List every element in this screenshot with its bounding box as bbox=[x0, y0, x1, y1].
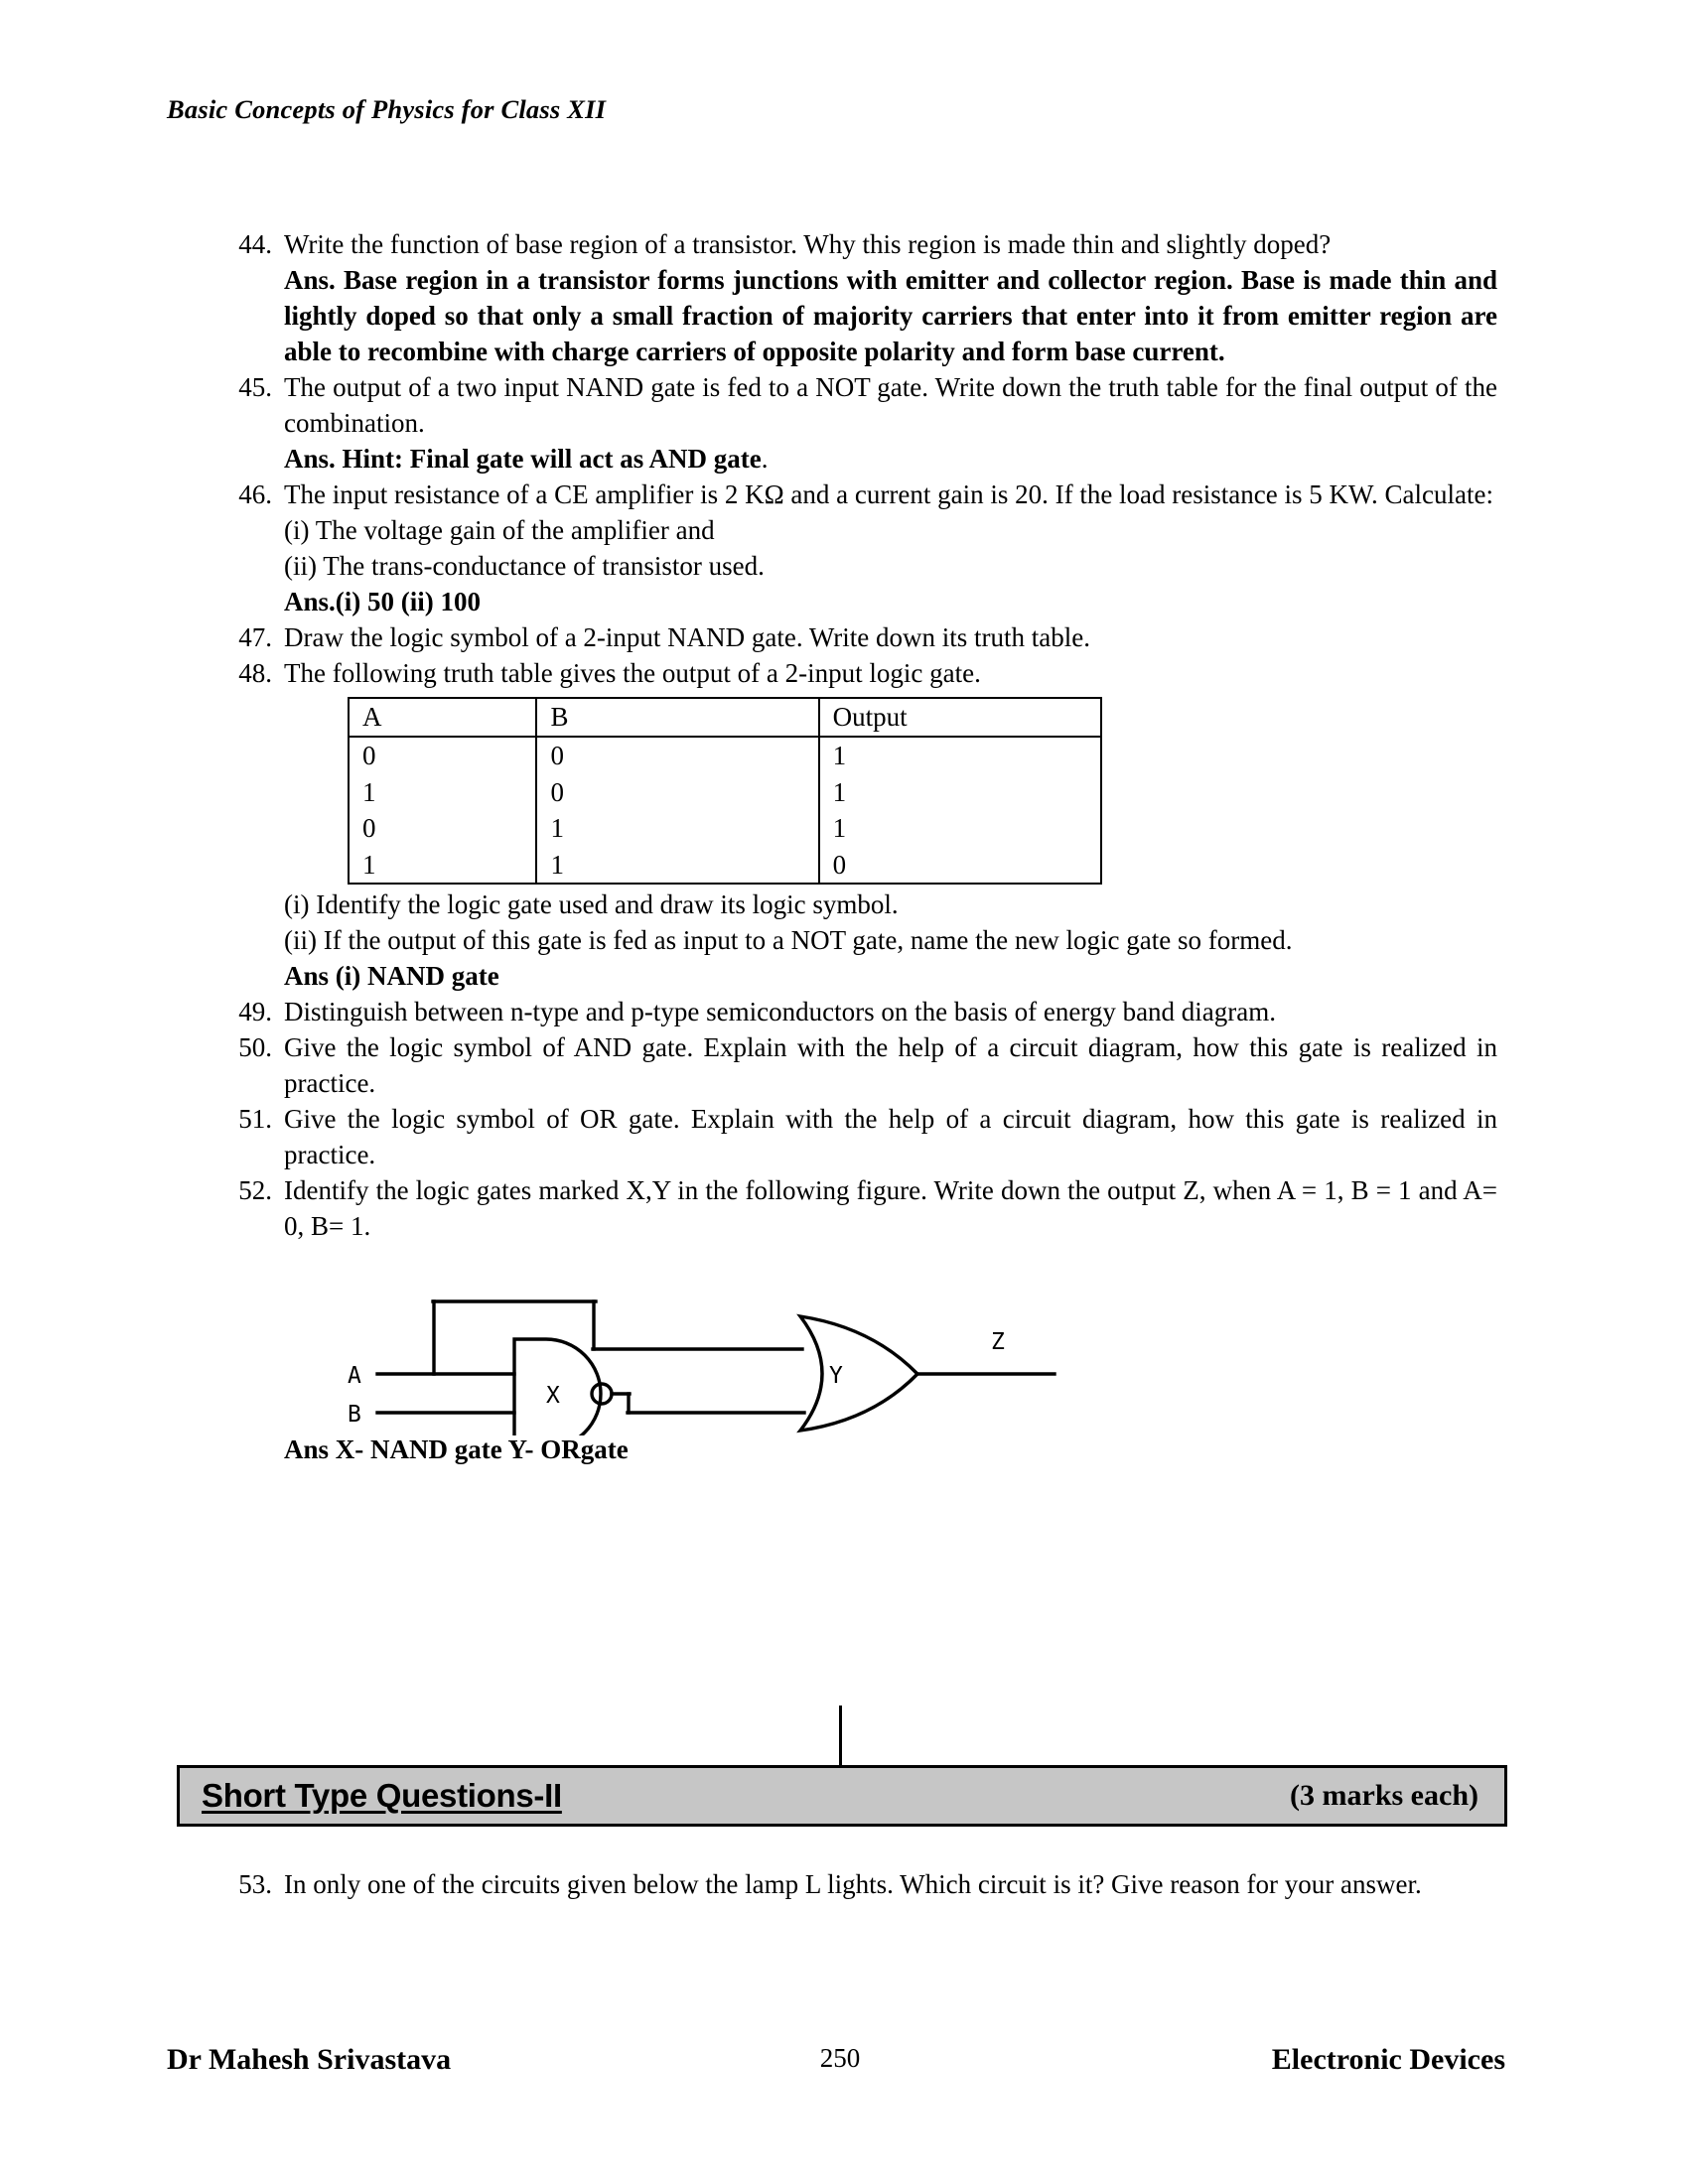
question-number-45: 45. bbox=[238, 372, 272, 403]
cell-a: 1 bbox=[349, 847, 536, 885]
truth-table-header-a: A bbox=[349, 698, 536, 737]
answer-52: Ans X- NAND gate Y- ORgate bbox=[284, 1434, 629, 1465]
question-text-50: Give the logic symbol of AND gate. Explain with the help of a circuit diagram, how this gate is realized in practice. bbox=[284, 1032, 1497, 1099]
answer-48: Ans (i) NAND gate bbox=[284, 961, 499, 992]
question-item-53 bbox=[216, 1866, 1497, 1902]
question-number-47: 47. bbox=[238, 622, 272, 653]
question-text-47: Draw the logic symbol of a 2-input NAND gate. Write down its truth table. bbox=[284, 622, 1091, 653]
running-header: Basic Concepts of Physics for Class XII bbox=[167, 94, 607, 124]
page-footer bbox=[167, 2043, 1513, 2077]
cell-a: 0 bbox=[349, 737, 536, 774]
table-row bbox=[349, 737, 1101, 774]
question-item-50 bbox=[216, 1029, 1497, 1101]
question-text-51: Give the logic symbol of OR gate. Explain with the help of a circuit diagram, how this gate is realized in practice. bbox=[284, 1104, 1497, 1170]
table-row bbox=[349, 847, 1101, 885]
cell-output: 0 bbox=[819, 847, 1101, 885]
question-text-52: Identify the logic gates marked X,Y in the following figure. Write down the output Z, when A = 1, B = 1 and A= 0, B= 1. bbox=[284, 1175, 1497, 1242]
question-46-sub-ii: (ii) The trans-conductance of transistor used. bbox=[284, 551, 765, 582]
question-item-44 bbox=[216, 226, 1497, 262]
cell-b: 0 bbox=[536, 737, 818, 774]
or-gate-body bbox=[800, 1316, 917, 1431]
figure-label-a: A bbox=[348, 1363, 361, 1390]
logic-circuit-svg bbox=[336, 1262, 1090, 1435]
table-row bbox=[349, 810, 1101, 847]
cell-output: 1 bbox=[819, 810, 1101, 847]
footer-topic: Electronic Devices bbox=[1271, 2043, 1505, 2076]
truth-table-wrapper bbox=[348, 697, 1497, 885]
footer-page-number: 250 bbox=[819, 2043, 861, 2073]
answer-45-period: . bbox=[761, 444, 769, 475]
cell-a: 0 bbox=[349, 810, 536, 847]
figure-label-b: B bbox=[348, 1402, 361, 1429]
cell-output: 1 bbox=[819, 774, 1101, 811]
question-number-52: 52. bbox=[238, 1175, 272, 1206]
banner-connector-rule bbox=[839, 1706, 842, 1768]
question-48-sub-ii: (ii) If the output of this gate is fed as input to a NOT gate, name the new logic gate so formed. bbox=[284, 925, 1293, 956]
question-text-45: The output of a two input NAND gate is fed to a NOT gate. Write down the truth table for the final output of the combination. bbox=[284, 372, 1497, 439]
figure-label-z: Z bbox=[991, 1329, 1005, 1356]
cell-output: 1 bbox=[819, 737, 1101, 774]
question-item-46 bbox=[216, 477, 1497, 512]
question-46-sub-i: (i) The voltage gain of the amplifier and bbox=[284, 515, 715, 546]
truth-table bbox=[348, 697, 1102, 885]
figure-label-x: X bbox=[546, 1383, 560, 1410]
answer-44: Ans. Base region in a transistor forms junctions with emitter and collector region. Base is made thin and lightly doped so that only a small fraction of majority carriers that enter into it from emitter region are able to recombine with charge carriers of opposite polarity and form base current. bbox=[284, 265, 1497, 367]
question-text-53: In only one of the circuits given below the lamp L lights. Which circuit is it? Give reason for your answer. bbox=[284, 1869, 1422, 1899]
question-item-51 bbox=[216, 1101, 1497, 1172]
section-banner bbox=[177, 1765, 1507, 1827]
question-text-46: The input resistance of a CE amplifier is 2 KΩ and a current gain is 20. If the load resistance is 5 KW. Calculate: bbox=[284, 479, 1493, 510]
answer-46: Ans.(i) 50 (ii) 100 bbox=[284, 587, 481, 617]
question-number-44: 44. bbox=[238, 229, 272, 259]
question-text-44: Write the function of base region of a transistor. Why this region is made thin and slightly doped? bbox=[284, 229, 1332, 259]
question-48-sub-i: (i) Identify the logic gate used and draw its logic symbol. bbox=[284, 889, 899, 920]
cell-a: 1 bbox=[349, 774, 536, 811]
question-number-53: 53. bbox=[238, 1869, 272, 1899]
question-number-48: 48. bbox=[238, 658, 272, 689]
question-number-50: 50. bbox=[238, 1032, 272, 1063]
question-item-48 bbox=[216, 655, 1497, 691]
question-number-49: 49. bbox=[238, 997, 272, 1027]
question-list bbox=[216, 226, 1497, 1467]
figure-label-y: Y bbox=[829, 1363, 843, 1390]
section-banner-marks: (3 marks each) bbox=[1290, 1779, 1478, 1812]
cell-b: 1 bbox=[536, 847, 818, 885]
cell-b: 0 bbox=[536, 774, 818, 811]
question-item-52 bbox=[216, 1172, 1497, 1244]
truth-table-header-b: B bbox=[536, 698, 818, 737]
cell-b: 1 bbox=[536, 810, 818, 847]
truth-table-header-row bbox=[349, 698, 1101, 737]
question-text-48: The following truth table gives the output of a 2-input logic gate. bbox=[284, 658, 981, 689]
answer-45 bbox=[284, 441, 1497, 477]
question-list-after-banner bbox=[216, 1866, 1497, 1902]
question-number-51: 51. bbox=[238, 1104, 272, 1135]
question-text-49: Distinguish between n-type and p-type semiconductors on the basis of energy band diagram. bbox=[284, 997, 1277, 1027]
logic-circuit-figure bbox=[336, 1262, 1090, 1435]
question-item-49 bbox=[216, 994, 1497, 1029]
question-number-46: 46. bbox=[238, 479, 272, 510]
question-item-45 bbox=[216, 369, 1497, 441]
section-banner-title: Short Type Questions-II bbox=[202, 1777, 562, 1814]
truth-table-header-output: Output bbox=[819, 698, 1101, 737]
footer-author: Dr Mahesh Srivastava bbox=[167, 2043, 452, 2076]
answer-45-main: Ans. Hint: Final gate will act as AND gate bbox=[284, 444, 762, 475]
question-item-47 bbox=[216, 619, 1497, 655]
table-row bbox=[349, 774, 1101, 811]
